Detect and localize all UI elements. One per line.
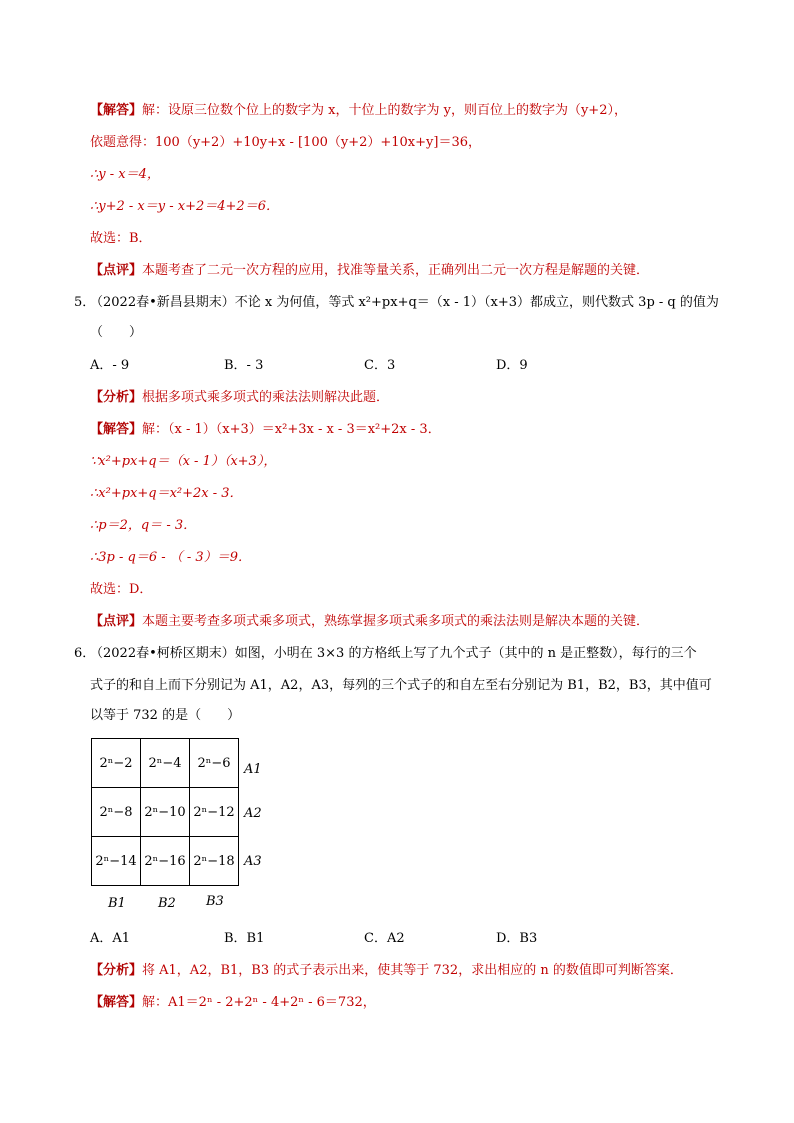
q5-comment	[90, 613, 649, 631]
row-label-a2: A2	[244, 806, 262, 821]
col-label-b3: B3	[206, 894, 224, 909]
q6-answer-line1	[90, 994, 376, 1012]
q5-option-a: A．- 9	[90, 358, 130, 373]
grid-cell: 2ⁿ−2	[92, 739, 141, 788]
grid-cell: 2ⁿ−4	[141, 739, 190, 788]
grid-cell: 2ⁿ−18	[190, 837, 239, 886]
q5-option-b: B．- 3	[224, 358, 264, 373]
q6-number: 6．	[74, 646, 96, 661]
q5-choice: 故选：D．	[90, 582, 153, 597]
q6-stem-line2: 式子的和自上而下分别记为 A1，A2，A3，每列的三个式子的和自左至右分别记为 B1，B2，B3，其中值可	[90, 678, 712, 693]
comment-text: 本题考查了二元一次方程的应用，找准等量关系，正确列出二元一次方程是解题的关键．	[142, 263, 650, 278]
q4-comment	[90, 262, 649, 280]
analysis-text: 根据多项式乘多项式的乘法法则解决此题．	[142, 390, 390, 405]
q5-answer-line2: ∵x²+px+q＝（x - 1）（x+3），	[90, 454, 277, 469]
row-label-a1: A1	[244, 762, 262, 777]
row-label-a3: A3	[244, 854, 262, 869]
answer-tag: 【解答】	[90, 995, 143, 1010]
q5-option-c: C．3	[364, 358, 396, 373]
q4-choice: 故选：B．	[90, 231, 152, 246]
q5-stem-line2: （ ）	[90, 325, 143, 340]
q4-answer-line2: 依题意得：100（y+2）+10y+x - [100（y+2）+10x+y]＝36，	[90, 135, 481, 150]
q4-answer-line1	[90, 102, 627, 120]
grid-cell: 2ⁿ−14	[92, 837, 141, 886]
q6-stem-line3: 以等于 732 的是（ ）	[90, 708, 241, 723]
answer-text: 解：（x - 1）（x+3）＝x²+3x - x - 3＝x²+2x - 3．	[142, 422, 441, 437]
grid-cell: 2ⁿ−6	[190, 739, 239, 788]
comment-tag: 【点评】	[90, 614, 143, 629]
answer-tag: 【解答】	[90, 103, 143, 118]
q6-stem-line1: （2022春•柯桥区期末）如图，小明在 3×3 的方格纸上写了九个式子（其中的 n 是正整数），每行的三个	[90, 646, 697, 661]
grid-cell: 2ⁿ−12	[190, 788, 239, 837]
col-label-b1: B1	[108, 896, 126, 911]
q5-stem-line1: （2022春•新昌县期末）不论 x 为何值，等式 x²+px+q＝（x - 1）（x+3）都成立，则代数式 3p - q 的值为	[90, 295, 719, 310]
q5-analysis	[90, 389, 389, 407]
q5-answer-line1	[90, 421, 441, 439]
col-label-b2: B2	[158, 896, 176, 911]
q6-option-c: C．A2	[364, 931, 405, 946]
q4-answer-line4: ∴y+2 - x＝y - x+2＝4+2＝6．	[90, 199, 279, 214]
q5-answer-line4: ∴p＝2，q＝ - 3．	[90, 518, 197, 533]
grid-cell: 2ⁿ−8	[92, 788, 141, 837]
analysis-text: 将 A1，A2，B1，B3 的式子表示出来，使其等于 732，求出相应的 n 的数值即可判断答案．	[142, 963, 683, 978]
q4-answer-line3: ∴y - x＝4，	[90, 167, 160, 182]
q6-analysis	[90, 962, 683, 980]
expression-grid	[91, 738, 239, 886]
q5-option-d: D．9	[496, 358, 528, 373]
comment-tag: 【点评】	[90, 263, 143, 278]
q6-option-b: B．B1	[224, 931, 265, 946]
grid-cell: 2ⁿ−10	[141, 788, 190, 837]
q5-number: 5．	[74, 295, 96, 310]
q5-answer-line3: ∴x²+px+q＝x²+2x - 3．	[90, 486, 243, 501]
q5-answer-line5: ∴3p - q＝6 - （ - 3）＝9．	[90, 550, 251, 565]
q6-option-d: D．B3	[496, 931, 538, 946]
answer-tag: 【解答】	[90, 422, 143, 437]
answer-text: 解：设原三位数个位上的数字为 x，十位上的数字为 y，则百位上的数字为（y+2），	[142, 103, 627, 118]
comment-text: 本题主要考查多项式乘多项式，熟练掌握多项式乘多项式的乘法法则是解决本题的关键．	[142, 614, 650, 629]
q6-option-a: A．A1	[90, 931, 131, 946]
analysis-tag: 【分析】	[90, 390, 143, 405]
answer-text: 解：A1＝2ⁿ - 2+2ⁿ - 4+2ⁿ - 6＝732，	[142, 995, 376, 1010]
grid-cell: 2ⁿ−16	[141, 837, 190, 886]
analysis-tag: 【分析】	[90, 963, 143, 978]
